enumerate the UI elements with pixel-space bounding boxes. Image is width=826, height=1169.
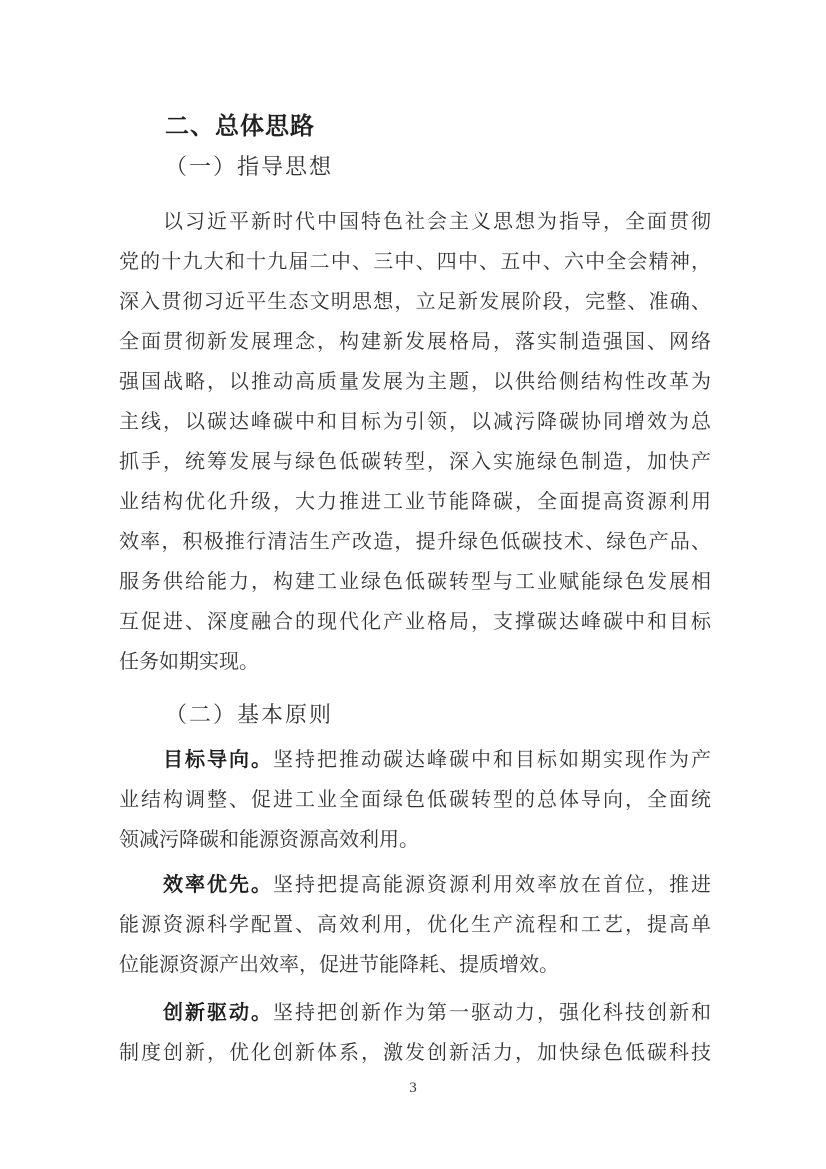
body-line: 抓手，统筹发展与绿色低碳转型，深入实施绿色制造，加快产 <box>119 451 711 473</box>
body-line: 任务如期实现。 <box>119 651 259 673</box>
section-heading: 二、总体思路 <box>165 114 315 140</box>
body-line: 互促进、深度融合的现代化产业格局，支撑碳达峰碳中和目标 <box>119 611 711 633</box>
principle-lead: 目标导向。 <box>163 749 273 771</box>
subsection-heading-guiding-ideology: （一）指导思想 <box>165 154 334 179</box>
document-body <box>119 112 711 1073</box>
body-line <box>119 740 711 780</box>
page-number: 3 <box>409 1080 417 1096</box>
paragraph-principle-innovation-driven <box>119 993 711 1073</box>
paragraph-guiding-ideology <box>119 202 711 682</box>
subsection-heading-basic-principles: （二）基本原则 <box>165 702 334 727</box>
principle-text: 坚持把推动碳达峰碳中和目标如期实现作为产 <box>273 749 711 771</box>
principle-text: 坚持把创新作为第一驱动力，强化科技创新和 <box>273 1002 711 1024</box>
principle-lead: 创新驱动。 <box>163 1002 273 1024</box>
paragraph-principle-goal-orientation <box>119 740 711 860</box>
body-line: 业结构调整、促进工业全面绿色低碳转型的总体导向，全面统 <box>119 789 711 811</box>
body-line: 领减污降碳和能源资源高效利用。 <box>119 829 419 851</box>
body-line: 效率，积极推行清洁生产改造，提升绿色低碳技术、绿色产品、 <box>119 531 711 553</box>
paragraph-principle-efficiency-first <box>119 865 711 985</box>
body-line: 深入贯彻习近平生态文明思想，立足新发展阶段，完整、准确、 <box>119 291 711 313</box>
body-line: 主线，以碳达峰碳中和目标为引领，以减污降碳协同增效为总 <box>119 411 711 433</box>
principle-text: 坚持把提高能源资源利用效率放在首位，推进 <box>273 874 711 896</box>
body-line: 位能源资源产出效率，促进节能降耗、提质增效。 <box>119 954 559 976</box>
body-line: 业结构优化升级，大力推进工业节能降碳，全面提高资源利用 <box>119 491 711 513</box>
principle-lead: 效率优先。 <box>163 874 273 896</box>
body-line: 能源资源科学配置、高效利用，优化生产流程和工艺，提高单 <box>119 914 711 936</box>
body-line: 党的十九大和十九届二中、三中、四中、五中、六中全会精神， <box>119 251 711 273</box>
body-line <box>119 865 711 905</box>
body-line: 制度创新，优化创新体系，激发创新活力，加快绿色低碳科技 <box>119 1042 711 1064</box>
body-line: 全面贯彻新发展理念，构建新发展格局，落实制造强国、网络 <box>119 331 711 353</box>
body-line: 强国战略，以推动高质量发展为主题，以供给侧结构性改革为 <box>119 371 711 393</box>
body-line: 服务供给能力，构建工业绿色低碳转型与工业赋能绿色发展相 <box>119 571 711 593</box>
body-line <box>119 993 711 1033</box>
body-line: 以习近平新时代中国特色社会主义思想为指导，全面贯彻 <box>163 211 711 233</box>
